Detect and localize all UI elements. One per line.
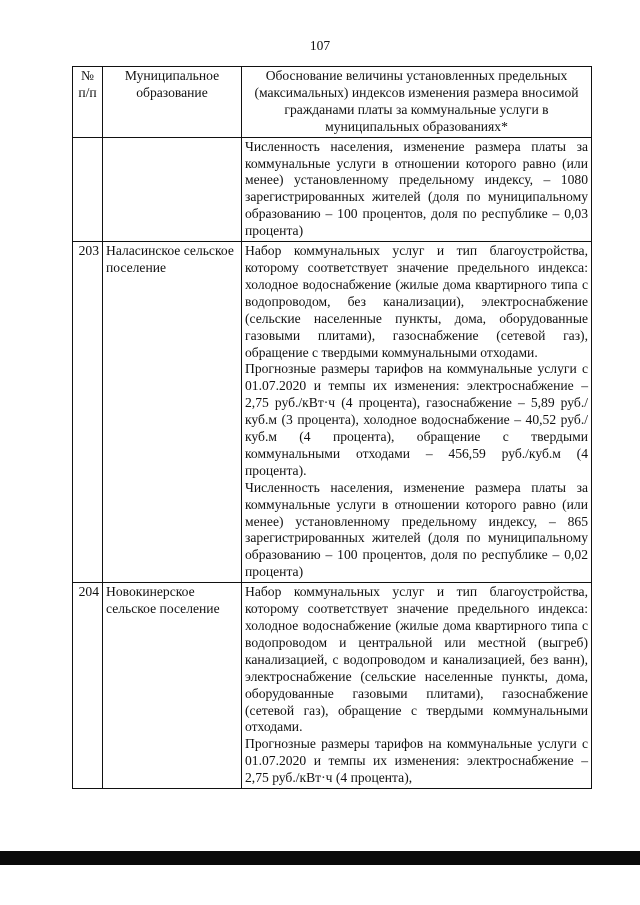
justification-paragraph: Прогнозные размеры тарифов на коммунальные услуги с 01.07.2020 и темпы их изменения: электроснабжение – 2,75 руб./кВт·ч (4 процента), газоснабжение – 5,89 руб./куб.м (3 процента), холодное водоснабжение – 40,52 руб./куб.м (4 процента), обращение с твердыми коммунальными отходами – 456,59 руб./куб.м (4 процента). [245, 361, 588, 478]
row-justification [242, 242, 592, 583]
justification-paragraph: Численность населения, изменение размера платы за коммунальные услуги в отношении которого равно (или менее) установленному предельному индексу, – 865 зарегистрированных жителей (доля по муниципальному образованию – 100 процентов, доля по республике – 0,02 процента) [245, 479, 588, 580]
table-row [73, 137, 592, 241]
justification-paragraph: Набор коммунальных услуг и тип благоустройства, которому соответствует значение предельного индекса: холодное водоснабжение (жилые дома квартирного типа с водопроводом и центральной или местной (выгреб) канализацией, с водопроводом и канализацией, без ванн), электроснабжение (сельские населенные пункты, дома, оборудованные газовыми плитами), газоснабжение (сетевой газ), обращение с твердыми коммунальными отходами. [245, 584, 588, 735]
row-municipality [103, 137, 242, 241]
justification-paragraph: Численность населения, изменение размера платы за коммунальные услуги в отношении которого равно (или менее) установленному предельному индексу, – 1080 зарегистрированных жителей (доля по муниципальному образованию – 100 процентов, доля по республике – 0,03 процента) [245, 138, 588, 239]
table-row [73, 242, 592, 583]
scan-edge-bar [0, 851, 640, 865]
row-municipality: Новокинерское сельское поселение [103, 583, 242, 789]
table-row [73, 583, 592, 789]
row-justification [242, 137, 592, 241]
justification-paragraph: Набор коммунальных услуг и тип благоустройства, которому соответствует значение предельного индекса: холодное водоснабжение (жилые дома квартирного типа с водопроводом, без канализации), электроснабжение (сельские населенные пункты, дома, оборудованные газовыми плитами), газоснабжение (сетевой газ), обращение с твердыми коммунальными отходами. [245, 243, 588, 360]
page-number: 107 [309, 38, 331, 53]
column-header-justification: Обоснование величины установленных предельных (максимальных) индексов изменения размера вносимой гражданами платы за коммунальные услуги в муниципальных образованиях* [242, 67, 592, 138]
justification-paragraph: Прогнозные размеры тарифов на коммунальные услуги с 01.07.2020 и темпы их изменения: электроснабжение – 2,75 руб./кВт·ч (4 процента), [245, 736, 588, 786]
row-justification [242, 583, 592, 789]
column-header-municipality: Муниципальное образование [103, 67, 242, 138]
row-number: 203 [73, 242, 103, 583]
column-header-number: № п/п [73, 67, 103, 138]
tariff-index-table [72, 66, 592, 789]
table-header-row [73, 67, 592, 138]
row-municipality: Наласинское сельское поселение [103, 242, 242, 583]
row-number: 204 [73, 583, 103, 789]
row-number [73, 137, 103, 241]
